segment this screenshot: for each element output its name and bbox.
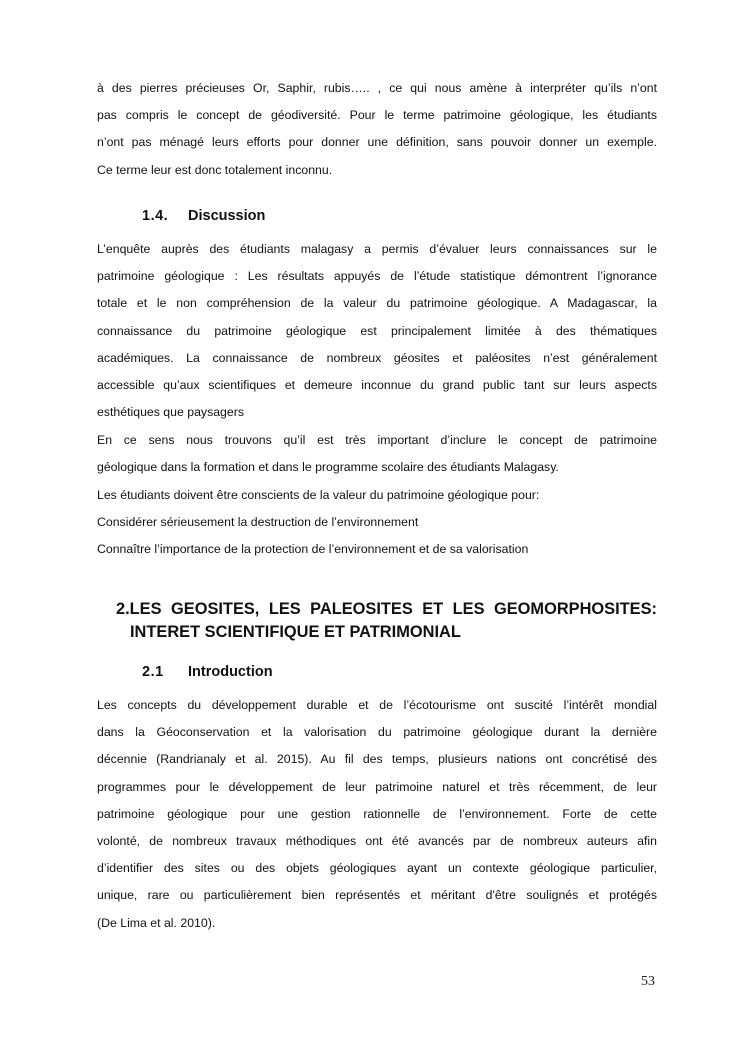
section-number: 2.1 (142, 664, 164, 680)
text-line: décennie (Randrianaly et al. 2015). Au fil des temps, plusieurs nations ont concrétisé des (97, 752, 657, 767)
section-heading-1-4 (142, 208, 265, 224)
text-line: patrimoine géologique pour une gestion rationnelle de l’environnement. Forte de cette (97, 806, 657, 821)
text-line: Les concepts du développement durable et de l’écotourisme ont suscité l’intérêt mondial (97, 698, 657, 712)
text-line: En ce sens nous trouvons qu’il est très important d’inclure le concept de patrimoine (97, 433, 657, 447)
paragraph-discussion (97, 236, 657, 426)
page-number: 53 (641, 974, 655, 989)
section-heading-2-1 (142, 664, 273, 680)
section-title-line-2: INTERET SCIENTIFIQUE ET PATRIMONIAL (130, 623, 461, 641)
plain-lines (97, 482, 657, 563)
text-line: esthétiques que paysagers (97, 405, 244, 420)
text-line: accessible qu’aux scientifiques et demeure inconnue du grand public tant sur leurs aspects (97, 378, 657, 393)
text-line: (De Lima et al. 2010). (97, 915, 216, 930)
section-title: Introduction (188, 664, 273, 680)
text-line: Considérer sérieusement la destruction de l’environnement (97, 515, 419, 529)
paragraph-intro (97, 75, 657, 184)
section-title-line-1 (116, 598, 657, 621)
text-line: à des pierres précieuses Or, Saphir, rubis….. , ce qui nous amène à interpréter qu’ils n’ont (97, 81, 657, 95)
text-line: unique, rare ou particulièrement bien représentés et méritant d'être soulignés et protégés (97, 888, 657, 903)
text-line: géologique dans la formation et dans le programme scolaire des étudiants Malagasy. (97, 460, 559, 475)
text-line: Connaître l’importance de la protection de l’environnement et de sa valorisation (97, 542, 529, 556)
paragraph-introduction (97, 692, 657, 937)
text-line: dans la Géoconservation et la valorisation du patrimoine géologique durant la dernière (97, 725, 657, 740)
text-line: pas compris le concept de géodiversité. Pour le terme patrimoine géologique, les étudiants (97, 108, 657, 123)
text-line: patrimoine géologique : Les résultats appuyés de l’étude statistique démontrent l’ignorance (97, 269, 657, 284)
section-title: Discussion (188, 208, 266, 224)
section-title-text: LES GEOSITES, LES PALEOSITES ET LES GEOMORPHOSITES: (129, 600, 657, 618)
text-line: connaissance du patrimoine géologique est principalement limitée à des thématiques (97, 323, 657, 338)
text-line: volonté, de nombreux travaux méthodiques ont été avancés par de nombreux auteurs afin (97, 834, 657, 849)
text-line: Les étudiants doivent être conscients de la valeur du patrimoine géologique pour: (97, 488, 540, 502)
paragraph-importance (97, 427, 657, 481)
text-line: L’enquête auprès des étudiants malagasy a permis d’évaluer leurs connaissances sur le (97, 242, 657, 256)
section-heading-2 (116, 598, 657, 644)
section-number: 2. (116, 600, 130, 618)
text-line: totale et le non compréhension de la valeur du patrimoine géologique. A Madagascar, la (97, 296, 657, 311)
text-line: n’ont pas ménagé leurs efforts pour donner une définition, sans pouvoir donner un exemple. (97, 135, 657, 150)
text-line: programmes pour le développement de leur patrimoine naturel et très récemment, de leur (97, 779, 657, 794)
text-line: académiques. La connaissance de nombreux géosites et paléosites n’est généralement (97, 350, 657, 365)
text-line: Ce terme leur est donc totalement inconnu. (97, 162, 333, 177)
text-line: d’identifier des sites ou des objets géologiques ayant un contexte géologique particulier, (97, 861, 657, 876)
section-number: 1.4. (142, 208, 169, 224)
